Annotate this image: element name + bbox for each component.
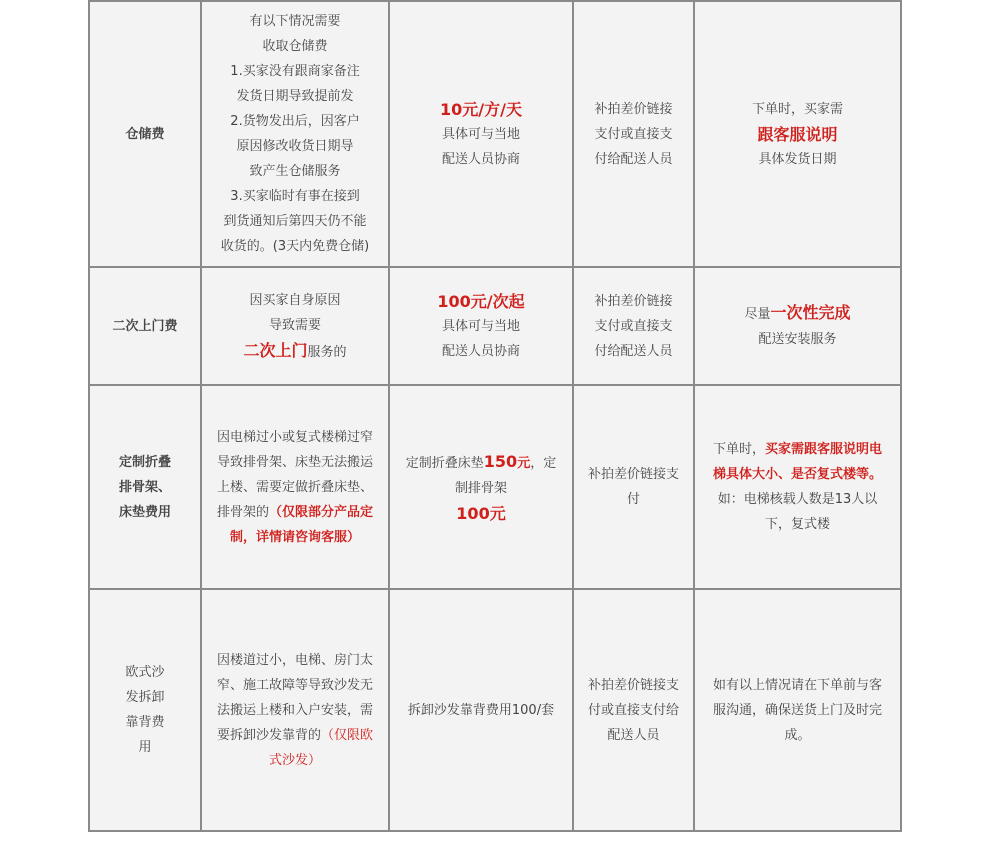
row-title-line: 发拆卸 bbox=[125, 690, 165, 705]
condition-line: 原因修改收货日期导 bbox=[236, 139, 354, 154]
payment-cell bbox=[573, 1, 694, 267]
condition-line: 收货的。(3天内免费仓储) bbox=[220, 239, 370, 254]
note-text: 下单时，买家需 bbox=[751, 101, 843, 117]
note-prefix: 尽量 bbox=[744, 307, 771, 322]
condition-line: 2.货物发出后，因客户 bbox=[230, 114, 360, 129]
condition-highlight: （仅限部分产品定制，详情请咨询客服） bbox=[229, 504, 374, 545]
condition-line: 1.买家没有跟商家备注 bbox=[230, 64, 360, 79]
condition-line: 有以下情况需要 bbox=[249, 14, 341, 29]
payment-cell bbox=[573, 267, 694, 385]
row-title-sofa-disassembly-fee bbox=[89, 589, 201, 831]
fee-table bbox=[88, 0, 902, 832]
fee-cell bbox=[389, 385, 573, 589]
fee-amount: 150 bbox=[483, 451, 518, 471]
fee-amount: 100元/次起 bbox=[437, 291, 525, 311]
fee-note: 配送人员协商 bbox=[441, 343, 520, 359]
condition-cell bbox=[201, 1, 389, 267]
row-title-storage-fee: 仓储费 bbox=[89, 1, 201, 267]
row-title-line: 用 bbox=[138, 740, 152, 755]
fee-cell bbox=[389, 589, 573, 831]
condition-line bbox=[208, 338, 382, 365]
condition-cell bbox=[201, 267, 389, 385]
row-title-line: 定制折叠 bbox=[118, 454, 171, 470]
payment-line: 支付或直接支 bbox=[594, 126, 673, 142]
condition-line: 到货通知后第四天仍不能 bbox=[223, 214, 367, 229]
condition-line: 收取仓储费 bbox=[262, 39, 328, 54]
note-highlight: 买家需跟客服说明电梯具体大小、是否复式楼等。 bbox=[712, 442, 883, 482]
condition-highlight: （仅限欧式沙发） bbox=[268, 727, 374, 768]
condition-line: 导致需要 bbox=[268, 317, 321, 333]
payment-line: 补拍差价链接 bbox=[594, 101, 673, 117]
condition-line: 发货日期导致提前发 bbox=[236, 89, 354, 104]
payment-cell bbox=[573, 385, 694, 589]
condition-text: 因楼道过小，电梯、房门太窄、施工故障等导致沙发无法搬运上楼和入户安装，需要拆卸沙发靠背的 bbox=[216, 652, 373, 743]
note-text: 配送安装服务 bbox=[758, 332, 837, 347]
condition-suffix: 服务的 bbox=[307, 344, 347, 360]
fee-amount: 100元 bbox=[456, 503, 506, 523]
condition-highlight: 二次上门 bbox=[243, 340, 308, 360]
table-row-storage-fee bbox=[89, 1, 901, 267]
note-cell bbox=[694, 385, 901, 589]
fee-cell bbox=[389, 267, 573, 385]
fee-text: ，定制排骨架 bbox=[454, 455, 557, 496]
payment-text: 补拍差价链接支付或直接支付给配送人员 bbox=[587, 677, 679, 743]
note-highlight: 跟客服说明 bbox=[757, 124, 838, 144]
condition-cell bbox=[201, 589, 389, 831]
table-row-sofa-disassembly-fee bbox=[89, 589, 901, 831]
table-row-custom-frame-fee bbox=[89, 385, 901, 589]
payment-text: 补拍差价链接支付 bbox=[588, 467, 680, 507]
note-line bbox=[701, 300, 894, 327]
payment-line: 补拍差价链接 bbox=[594, 293, 673, 309]
payment-line: 付给配送人员 bbox=[594, 343, 673, 359]
fee-note: 配送人员协商 bbox=[441, 151, 520, 167]
row-title-line: 排骨架、 bbox=[118, 479, 171, 495]
fee-text: 拆卸沙发靠背费用100/套 bbox=[407, 702, 555, 718]
payment-line: 付给配送人员 bbox=[594, 151, 673, 167]
condition-line: 致产生仓储服务 bbox=[249, 164, 341, 179]
row-title-second-visit-fee: 二次上门费 bbox=[89, 267, 201, 385]
fee-note: 具体可与当地 bbox=[441, 318, 520, 334]
condition-text: 因电梯过小或复式楼梯过窄导致排骨架、床垫无法搬运上楼、需要定做折叠床垫、排骨架的 bbox=[216, 429, 373, 520]
note-cell bbox=[694, 589, 901, 831]
note-prefix: 下单时， bbox=[712, 442, 765, 457]
fee-note: 具体可与当地 bbox=[441, 126, 520, 142]
note-text: 如有以上情况请在下单前与客服沟通，确保送货上门及时完成。 bbox=[713, 677, 883, 743]
fee-amount: 10元/方/天 bbox=[440, 99, 522, 119]
condition-line: 因买家自身原因 bbox=[249, 292, 341, 308]
condition-cell bbox=[201, 385, 389, 589]
row-title-custom-frame-fee bbox=[89, 385, 201, 589]
payment-line: 支付或直接支 bbox=[594, 318, 673, 334]
fee-text: 定制折叠床垫 bbox=[405, 455, 484, 471]
row-title-line: 欧式沙 bbox=[125, 665, 165, 680]
fee-unit: 元 bbox=[517, 455, 531, 471]
payment-cell bbox=[573, 589, 694, 831]
note-text: 如：电梯核载人数是13人以下，复式楼 bbox=[717, 492, 878, 532]
note-highlight: 一次性完成 bbox=[770, 303, 851, 322]
row-title-line: 床垫费用 bbox=[118, 504, 171, 520]
table-row-second-visit-fee bbox=[89, 267, 901, 385]
note-text: 具体发货日期 bbox=[758, 151, 837, 167]
fee-cell bbox=[389, 1, 573, 267]
row-title-line: 靠背费 bbox=[125, 715, 165, 730]
note-cell bbox=[694, 1, 901, 267]
condition-line: 3.买家临时有事在接到 bbox=[230, 189, 360, 204]
note-cell bbox=[694, 267, 901, 385]
